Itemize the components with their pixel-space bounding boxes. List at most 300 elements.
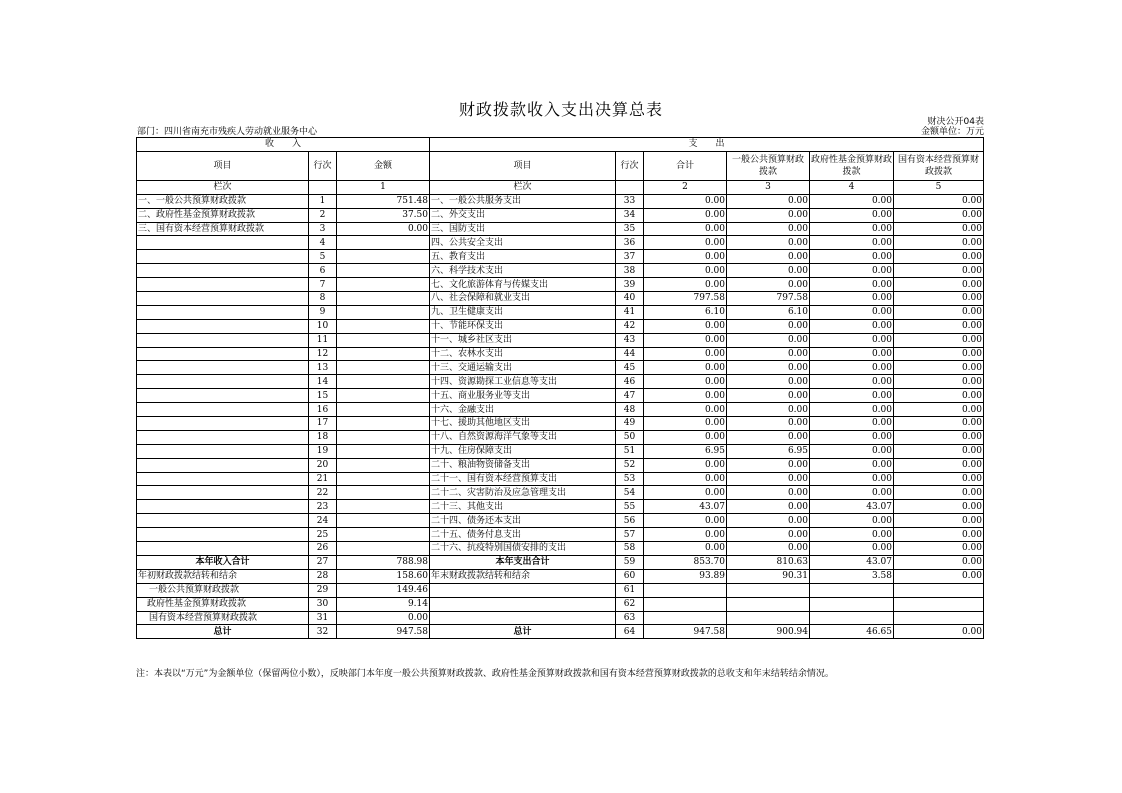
table-row <box>137 347 984 361</box>
grand-total-fund: 46.65 <box>810 625 894 639</box>
income-item <box>137 500 309 514</box>
income-amount <box>337 472 430 486</box>
income-amount <box>337 486 430 500</box>
income-row-no: 12 <box>309 347 337 361</box>
income-item <box>137 361 309 375</box>
income-row-no: 21 <box>309 472 337 486</box>
expense-item: 一、一般公共服务支出 <box>430 194 616 208</box>
expense-total-label: 本年支出合计 <box>430 555 616 569</box>
total-row <box>137 555 984 569</box>
grand-total-label-expense: 总计 <box>430 625 616 639</box>
sub2-amount: 9.14 <box>337 597 430 611</box>
income-amount <box>337 430 430 444</box>
table-row <box>137 333 984 347</box>
empty-cell <box>644 583 727 597</box>
table-row <box>137 222 984 236</box>
expense-row-no: 43 <box>616 333 644 347</box>
expense-row-no: 49 <box>616 417 644 431</box>
expense-general: 0.00 <box>727 430 810 444</box>
table-row <box>137 208 984 222</box>
expense-soe: 0.00 <box>894 389 984 403</box>
income-row-no: 11 <box>309 333 337 347</box>
expense-soe: 0.00 <box>894 417 984 431</box>
expense-soe: 0.00 <box>894 486 984 500</box>
income-amount: 37.50 <box>337 208 430 222</box>
expense-soe: 0.00 <box>894 222 984 236</box>
empty-cell <box>430 597 616 611</box>
income-row-no: 9 <box>309 305 337 319</box>
income-row-no: 7 <box>309 278 337 292</box>
col-index-5: 5 <box>894 180 984 194</box>
expense-row-no: 42 <box>616 319 644 333</box>
table-row <box>137 264 984 278</box>
expense-soe: 0.00 <box>894 528 984 542</box>
sub1-label: 一般公共预算财政拨款 <box>137 583 309 597</box>
expense-total: 0.00 <box>644 333 727 347</box>
expense-row-no: 35 <box>616 222 644 236</box>
income-row-no: 5 <box>309 250 337 264</box>
income-item <box>137 472 309 486</box>
table-row <box>137 292 984 306</box>
expense-item: 十七、援助其他地区支出 <box>430 417 616 431</box>
expense-fund: 0.00 <box>810 333 894 347</box>
expense-fund: 0.00 <box>810 347 894 361</box>
income-item <box>137 319 309 333</box>
expense-general: 0.00 <box>727 319 810 333</box>
income-amount <box>337 444 430 458</box>
expense-total: 0.00 <box>644 250 727 264</box>
expense-general: 0.00 <box>727 208 810 222</box>
sub2-label: 政府性基金预算财政拨款 <box>137 597 309 611</box>
header-amount: 金额 <box>337 151 430 180</box>
expense-row-no: 45 <box>616 361 644 375</box>
expense-general: 0.00 <box>727 472 810 486</box>
table-row <box>137 458 984 472</box>
expense-soe: 0.00 <box>894 375 984 389</box>
table-row <box>137 472 984 486</box>
expense-general: 0.00 <box>727 458 810 472</box>
expense-item: 十四、资源勘探工业信息等支出 <box>430 375 616 389</box>
expense-fund: 0.00 <box>810 319 894 333</box>
begin-balance-no: 28 <box>309 569 337 583</box>
expense-general: 0.00 <box>727 250 810 264</box>
sub2-expense-no: 62 <box>616 597 644 611</box>
table-row <box>137 486 984 500</box>
income-row-no: 23 <box>309 500 337 514</box>
grand-total-general: 900.94 <box>727 625 810 639</box>
expense-item: 十五、商业服务业等支出 <box>430 389 616 403</box>
expense-soe: 0.00 <box>894 236 984 250</box>
expense-total: 6.95 <box>644 444 727 458</box>
expense-item: 二十二、灾害防治及应急管理支出 <box>430 486 616 500</box>
income-item <box>137 528 309 542</box>
income-amount <box>337 361 430 375</box>
section-header-row <box>137 138 984 152</box>
end-balance-no: 60 <box>616 569 644 583</box>
income-total-no: 27 <box>309 555 337 569</box>
sub-row <box>137 583 984 597</box>
expense-general: 0.00 <box>727 222 810 236</box>
sub1-no: 29 <box>309 583 337 597</box>
income-item <box>137 430 309 444</box>
expense-item: 九、卫生健康支出 <box>430 305 616 319</box>
end-balance-general: 90.31 <box>727 569 810 583</box>
expense-general: 0.00 <box>727 514 810 528</box>
expense-general: 797.58 <box>727 292 810 306</box>
sub3-expense-no: 63 <box>616 611 644 625</box>
income-row-no: 13 <box>309 361 337 375</box>
department-label: 部门：四川省南充市残疾人劳动就业服务中心 <box>137 127 318 137</box>
expense-total-no: 59 <box>616 555 644 569</box>
expense-item: 十二、农林水支出 <box>430 347 616 361</box>
end-balance-total: 93.89 <box>644 569 727 583</box>
expense-soe: 0.00 <box>894 458 984 472</box>
expense-total: 0.00 <box>644 222 727 236</box>
expense-fund: 0.00 <box>810 194 894 208</box>
empty-cell <box>810 611 894 625</box>
table-row <box>137 361 984 375</box>
expense-item: 六、科学技术支出 <box>430 264 616 278</box>
expense-soe: 0.00 <box>894 542 984 556</box>
expense-row-no: 52 <box>616 458 644 472</box>
expense-fund: 0.00 <box>810 514 894 528</box>
footnote: 注：本表以“万元”为金额单位（保留两位小数），反映部门本年度一般公共预算财政拨款、政府性基金预算财政拨款和国有资本经营预算财政拨款的总收支和年末结转结余情况。 <box>136 669 834 679</box>
expense-fund: 0.00 <box>810 403 894 417</box>
income-amount <box>337 292 430 306</box>
income-amount: 751.48 <box>337 194 430 208</box>
col-index-label-expense: 栏次 <box>430 180 616 194</box>
expense-item: 二十六、抗疫特别国债安排的支出 <box>430 542 616 556</box>
grand-total-label: 总计 <box>137 625 309 639</box>
income-amount <box>337 347 430 361</box>
income-row-no: 1 <box>309 194 337 208</box>
income-item <box>137 347 309 361</box>
empty-cell <box>430 583 616 597</box>
col-index-3: 3 <box>727 180 810 194</box>
expense-row-no: 57 <box>616 528 644 542</box>
income-amount <box>337 458 430 472</box>
header-fund: 政府性基金预算财政拨款 <box>810 151 894 180</box>
expense-total: 0.00 <box>644 542 727 556</box>
income-amount <box>337 403 430 417</box>
expense-general: 0.00 <box>727 500 810 514</box>
expense-row-no: 41 <box>616 305 644 319</box>
grand-total-expense-no: 64 <box>616 625 644 639</box>
income-row-no: 10 <box>309 319 337 333</box>
expense-total-general: 810.63 <box>727 555 810 569</box>
table-row <box>137 194 984 208</box>
expense-item: 二十、粮油物资储备支出 <box>430 458 616 472</box>
income-amount <box>337 319 430 333</box>
income-row-no: 8 <box>309 292 337 306</box>
expense-general: 0.00 <box>727 417 810 431</box>
expense-general: 0.00 <box>727 347 810 361</box>
table-row <box>137 430 984 444</box>
empty-cell <box>727 597 810 611</box>
page-title: 财政拨款收入支出决算总表 <box>458 100 663 119</box>
expense-row-no: 39 <box>616 278 644 292</box>
income-amount <box>337 514 430 528</box>
income-amount <box>337 250 430 264</box>
grand-total-amount: 947.58 <box>337 625 430 639</box>
grand-total-total: 947.58 <box>644 625 727 639</box>
expense-row-no: 46 <box>616 375 644 389</box>
expense-total: 0.00 <box>644 278 727 292</box>
expense-soe: 0.00 <box>894 347 984 361</box>
expense-general: 0.00 <box>727 264 810 278</box>
balance-row <box>137 569 984 583</box>
expense-total: 0.00 <box>644 389 727 403</box>
expense-item: 五、教育支出 <box>430 250 616 264</box>
income-amount <box>337 500 430 514</box>
expense-soe: 0.00 <box>894 514 984 528</box>
expense-general: 0.00 <box>727 389 810 403</box>
expense-general: 0.00 <box>727 361 810 375</box>
sub-row <box>137 597 984 611</box>
income-item <box>137 389 309 403</box>
expense-soe: 0.00 <box>894 403 984 417</box>
income-amount <box>337 528 430 542</box>
budget-table <box>136 137 984 639</box>
expense-general: 0.00 <box>727 486 810 500</box>
expense-soe: 0.00 <box>894 444 984 458</box>
expense-fund: 0.00 <box>810 250 894 264</box>
income-amount <box>337 389 430 403</box>
table-row <box>137 542 984 556</box>
header-general: 一般公共预算财政拨款 <box>727 151 810 180</box>
expense-soe: 0.00 <box>894 250 984 264</box>
grand-total-row <box>137 625 984 639</box>
expense-item: 十六、金融支出 <box>430 403 616 417</box>
income-item <box>137 542 309 556</box>
income-row-no: 22 <box>309 486 337 500</box>
col-index-label: 栏次 <box>137 180 309 194</box>
income-row-no: 17 <box>309 417 337 431</box>
header-item: 项目 <box>137 151 309 180</box>
expense-row-no: 55 <box>616 500 644 514</box>
expense-total: 0.00 <box>644 458 727 472</box>
expense-total: 0.00 <box>644 528 727 542</box>
income-row-no: 15 <box>309 389 337 403</box>
expense-row-no: 54 <box>616 486 644 500</box>
expense-total: 0.00 <box>644 375 727 389</box>
table-row <box>137 375 984 389</box>
expense-row-no: 33 <box>616 194 644 208</box>
end-balance-label: 年末财政拨款结转和结余 <box>430 569 616 583</box>
expense-general: 0.00 <box>727 403 810 417</box>
expense-total: 0.00 <box>644 347 727 361</box>
income-amount <box>337 417 430 431</box>
expense-fund: 0.00 <box>810 208 894 222</box>
col-index-4: 4 <box>810 180 894 194</box>
table-row <box>137 417 984 431</box>
expense-fund: 0.00 <box>810 292 894 306</box>
table-row <box>137 305 984 319</box>
expense-soe: 0.00 <box>894 472 984 486</box>
expense-total: 0.00 <box>644 208 727 222</box>
expense-soe: 0.00 <box>894 194 984 208</box>
expense-item: 十九、住房保障支出 <box>430 444 616 458</box>
expense-soe: 0.00 <box>894 292 984 306</box>
empty-cell <box>644 611 727 625</box>
expense-general: 0.00 <box>727 333 810 347</box>
expense-total: 6.10 <box>644 305 727 319</box>
column-header-row <box>137 151 984 180</box>
expense-soe: 0.00 <box>894 319 984 333</box>
table-row <box>137 528 984 542</box>
empty-cell <box>727 611 810 625</box>
expense-row-no: 37 <box>616 250 644 264</box>
expense-fund: 0.00 <box>810 486 894 500</box>
expense-row-no: 53 <box>616 472 644 486</box>
income-row-no: 26 <box>309 542 337 556</box>
income-item <box>137 292 309 306</box>
income-item <box>137 236 309 250</box>
table-row <box>137 319 984 333</box>
expense-soe: 0.00 <box>894 208 984 222</box>
empty-cell <box>810 583 894 597</box>
income-item: 二、政府性基金预算财政拨款 <box>137 208 309 222</box>
expense-fund: 0.00 <box>810 444 894 458</box>
income-row-no: 16 <box>309 403 337 417</box>
expense-item: 二、外交支出 <box>430 208 616 222</box>
income-amount <box>337 236 430 250</box>
sub-row <box>137 611 984 625</box>
expense-soe: 0.00 <box>894 500 984 514</box>
column-index-row <box>137 180 984 194</box>
header-total: 合计 <box>644 151 727 180</box>
income-item <box>137 514 309 528</box>
expense-row-no: 56 <box>616 514 644 528</box>
expense-row-no: 38 <box>616 264 644 278</box>
table-row <box>137 250 984 264</box>
expense-item: 三、国防支出 <box>430 222 616 236</box>
end-balance-soe: 0.00 <box>894 569 984 583</box>
expense-total: 43.07 <box>644 500 727 514</box>
income-amount <box>337 333 430 347</box>
expense-fund: 0.00 <box>810 375 894 389</box>
expense-item: 十三、交通运输支出 <box>430 361 616 375</box>
empty-cell <box>894 583 984 597</box>
section-income: 收 入 <box>137 138 430 152</box>
expense-total: 0.00 <box>644 417 727 431</box>
income-row-no: 19 <box>309 444 337 458</box>
income-row-no: 4 <box>309 236 337 250</box>
expense-total: 0.00 <box>644 361 727 375</box>
col-index-empty <box>309 180 337 194</box>
income-item <box>137 486 309 500</box>
begin-balance-label: 年初财政拨款结转和结余 <box>137 569 309 583</box>
expense-row-no: 34 <box>616 208 644 222</box>
income-total-amount: 788.98 <box>337 555 430 569</box>
income-row-no: 25 <box>309 528 337 542</box>
income-item <box>137 444 309 458</box>
expense-item: 二十四、债务还本支出 <box>430 514 616 528</box>
expense-fund: 0.00 <box>810 264 894 278</box>
expense-fund: 43.07 <box>810 500 894 514</box>
expense-fund: 0.00 <box>810 472 894 486</box>
sub1-amount: 149.46 <box>337 583 430 597</box>
expense-fund: 0.00 <box>810 305 894 319</box>
expense-total-total: 853.70 <box>644 555 727 569</box>
expense-soe: 0.00 <box>894 264 984 278</box>
expense-soe: 0.00 <box>894 430 984 444</box>
empty-cell <box>894 597 984 611</box>
income-item <box>137 305 309 319</box>
income-item: 三、国有资本经营预算财政拨款 <box>137 222 309 236</box>
expense-fund: 0.00 <box>810 528 894 542</box>
expense-item: 七、文化旅游体育与传媒支出 <box>430 278 616 292</box>
section-expense: 支 出 <box>430 138 984 152</box>
table-row <box>137 514 984 528</box>
expense-total: 0.00 <box>644 430 727 444</box>
expense-row-no: 51 <box>616 444 644 458</box>
expense-total-soe: 0.00 <box>894 555 984 569</box>
income-amount <box>337 278 430 292</box>
income-item <box>137 417 309 431</box>
expense-total: 0.00 <box>644 194 727 208</box>
income-row-no: 14 <box>309 375 337 389</box>
expense-row-no: 48 <box>616 403 644 417</box>
expense-total-fund: 43.07 <box>810 555 894 569</box>
header-soe: 国有资本经营预算财政拨款 <box>894 151 984 180</box>
table-row <box>137 444 984 458</box>
empty-cell <box>894 611 984 625</box>
income-item <box>137 250 309 264</box>
expense-item: 二十三、其他支出 <box>430 500 616 514</box>
income-amount <box>337 542 430 556</box>
header-row-no: 行次 <box>309 151 337 180</box>
header-row-no-expense: 行次 <box>616 151 644 180</box>
income-item <box>137 333 309 347</box>
expense-soe: 0.00 <box>894 361 984 375</box>
col-index-empty-expense <box>616 180 644 194</box>
expense-general: 6.95 <box>727 444 810 458</box>
expense-total: 0.00 <box>644 472 727 486</box>
expense-total: 0.00 <box>644 319 727 333</box>
grand-total-no: 32 <box>309 625 337 639</box>
expense-fund: 0.00 <box>810 458 894 472</box>
expense-general: 0.00 <box>727 542 810 556</box>
expense-row-no: 50 <box>616 430 644 444</box>
table-row <box>137 278 984 292</box>
sub3-label: 国有资本经营预算财政拨款 <box>137 611 309 625</box>
expense-row-no: 47 <box>616 389 644 403</box>
expense-row-no: 58 <box>616 542 644 556</box>
grand-total-soe: 0.00 <box>894 625 984 639</box>
income-row-no: 24 <box>309 514 337 528</box>
income-item <box>137 278 309 292</box>
sub3-no: 31 <box>309 611 337 625</box>
expense-item: 十、节能环保支出 <box>430 319 616 333</box>
expense-fund: 0.00 <box>810 361 894 375</box>
income-item <box>137 403 309 417</box>
col-index-2: 2 <box>644 180 727 194</box>
expense-soe: 0.00 <box>894 278 984 292</box>
expense-fund: 0.00 <box>810 417 894 431</box>
income-amount <box>337 264 430 278</box>
expense-general: 0.00 <box>727 528 810 542</box>
income-item <box>137 458 309 472</box>
header-item-expense: 项目 <box>430 151 616 180</box>
end-balance-fund: 3.58 <box>810 569 894 583</box>
expense-fund: 0.00 <box>810 542 894 556</box>
form-number: 财决公开04表 <box>927 117 984 127</box>
income-amount: 0.00 <box>337 222 430 236</box>
begin-balance-amount: 158.60 <box>337 569 430 583</box>
expense-general: 6.10 <box>727 305 810 319</box>
expense-fund: 0.00 <box>810 389 894 403</box>
